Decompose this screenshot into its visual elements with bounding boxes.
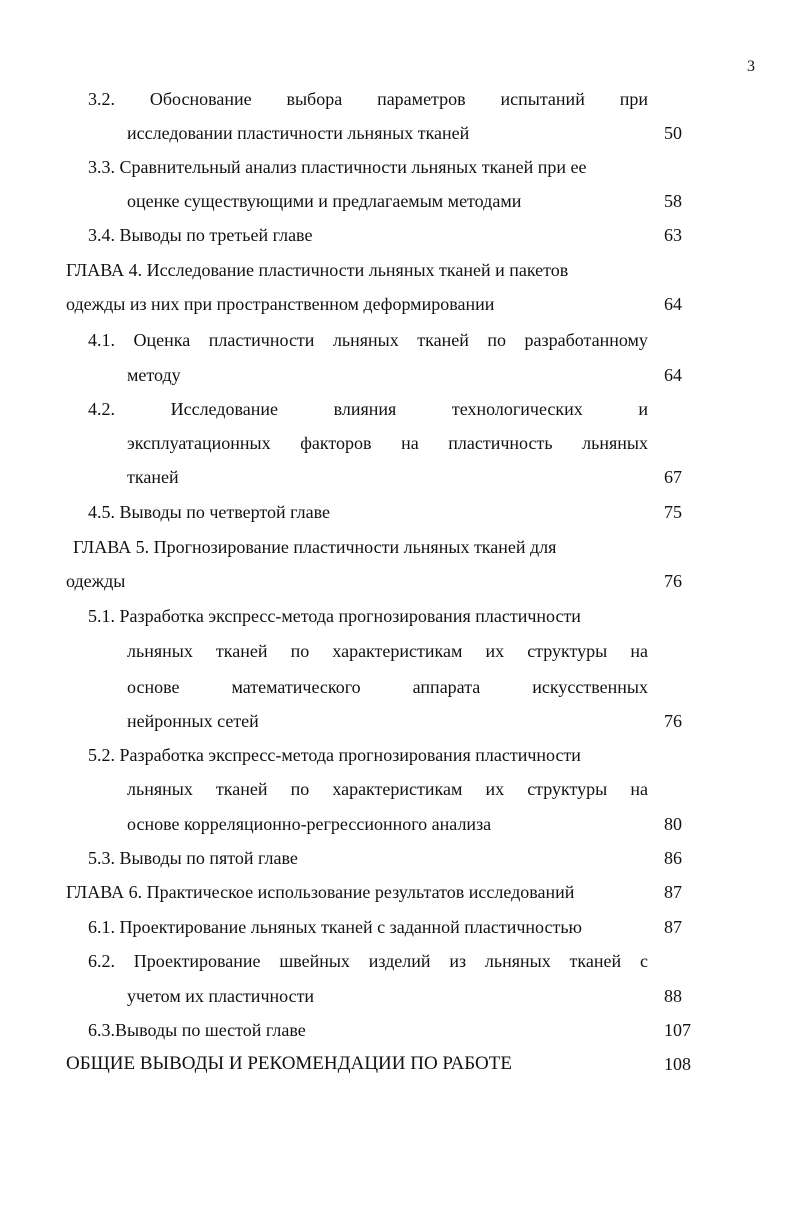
toc-chapter-5-line-2: одежды: [66, 571, 126, 591]
toc-6-2-line-2: учетом их пластичности: [127, 986, 315, 1006]
toc-5-2-line-2: льняных тканей по характеристикам их структуры на: [127, 779, 648, 799]
toc-3-4-page: 63: [664, 225, 682, 245]
toc-3-2-line-1: 3.2. Обоснование выбора параметров испытаний при: [88, 89, 648, 109]
toc-6-3: 6.3.Выводы по шестой главе: [88, 1020, 306, 1040]
toc-5-2-line-1: 5.2. Разработка экспресс-метода прогнозирования пластичности: [88, 745, 581, 765]
toc-4-2-page: 67: [664, 467, 682, 487]
toc-5-1-line-2: льняных тканей по характеристикам их структуры на: [127, 641, 648, 661]
toc-5-1-line-3: основе математического аппарата искусственных: [127, 677, 648, 697]
toc-4-1-line-1: 4.1. Оценка пластичности льняных тканей по разработанному: [88, 330, 648, 350]
toc-6-1: 6.1. Проектирование льняных тканей с заданной пластичностью: [88, 917, 583, 937]
toc-3-2-line-2: исследовании пластичности льняных тканей: [127, 123, 470, 143]
toc-3-3-line-1: 3.3. Сравнительный анализ пластичности льняных тканей при ее: [88, 157, 587, 177]
toc-6-3-page: 107: [664, 1020, 691, 1040]
toc-5-1-line-1: 5.1. Разработка экспресс-метода прогнозирования пластичности: [88, 606, 581, 626]
toc-5-1-page: 76: [664, 711, 682, 731]
toc-6-1-page: 87: [664, 917, 682, 937]
toc-chapter-5-line-1: ГЛАВА 5. Прогнозирование пластичности льняных тканей для: [73, 537, 557, 557]
toc-5-1-line-4: нейронных сетей: [127, 711, 259, 731]
toc-3-2-page: 50: [664, 123, 682, 143]
toc-chapter-6: ГЛАВА 6. Практическое использование результатов исследований: [66, 882, 575, 902]
toc-general-conclusions: ОБЩИЕ ВЫВОДЫ И РЕКОМЕНДАЦИИ ПО РАБОТЕ: [66, 1053, 512, 1074]
toc-6-2-line-1: 6.2. Проектирование швейных изделий из льняных тканей с: [88, 951, 648, 971]
toc-4-1-page: 64: [664, 365, 682, 385]
toc-4-5: 4.5. Выводы по четвертой главе: [88, 502, 330, 522]
toc-5-3: 5.3. Выводы по пятой главе: [88, 848, 298, 868]
toc-5-2-line-3: основе корреляционно-регрессионного анализа: [127, 814, 492, 834]
toc-general-conclusions-page: 108: [664, 1054, 691, 1074]
toc-chapter-4-line-2: одежды из них при пространственном деформировании: [66, 294, 495, 314]
page-number: 3: [747, 58, 755, 75]
toc-4-1-line-2: методу: [127, 365, 181, 385]
toc-4-2-line-3: тканей: [127, 467, 179, 487]
toc-3-3-line-2: оценке существующими и предлагаемым методами: [127, 191, 522, 211]
toc-5-3-page: 86: [664, 848, 682, 868]
toc-3-3-page: 58: [664, 191, 682, 211]
toc-6-2-page: 88: [664, 986, 682, 1006]
toc-chapter-5-page: 76: [664, 571, 682, 591]
toc-5-2-page: 80: [664, 814, 682, 834]
toc-4-2-line-1: 4.2. Исследование влияния технологических и: [88, 399, 648, 419]
toc-4-5-page: 75: [664, 502, 682, 522]
toc-chapter-6-page: 87: [664, 882, 682, 902]
toc-4-2-line-2: эксплуатационных факторов на пластичность льняных: [127, 433, 648, 453]
toc-chapter-4-page: 64: [664, 294, 682, 314]
toc-chapter-4-line-1: ГЛАВА 4. Исследование пластичности льняных тканей и пакетов: [66, 260, 569, 280]
toc-3-4: 3.4. Выводы по третьей главе: [88, 225, 313, 245]
